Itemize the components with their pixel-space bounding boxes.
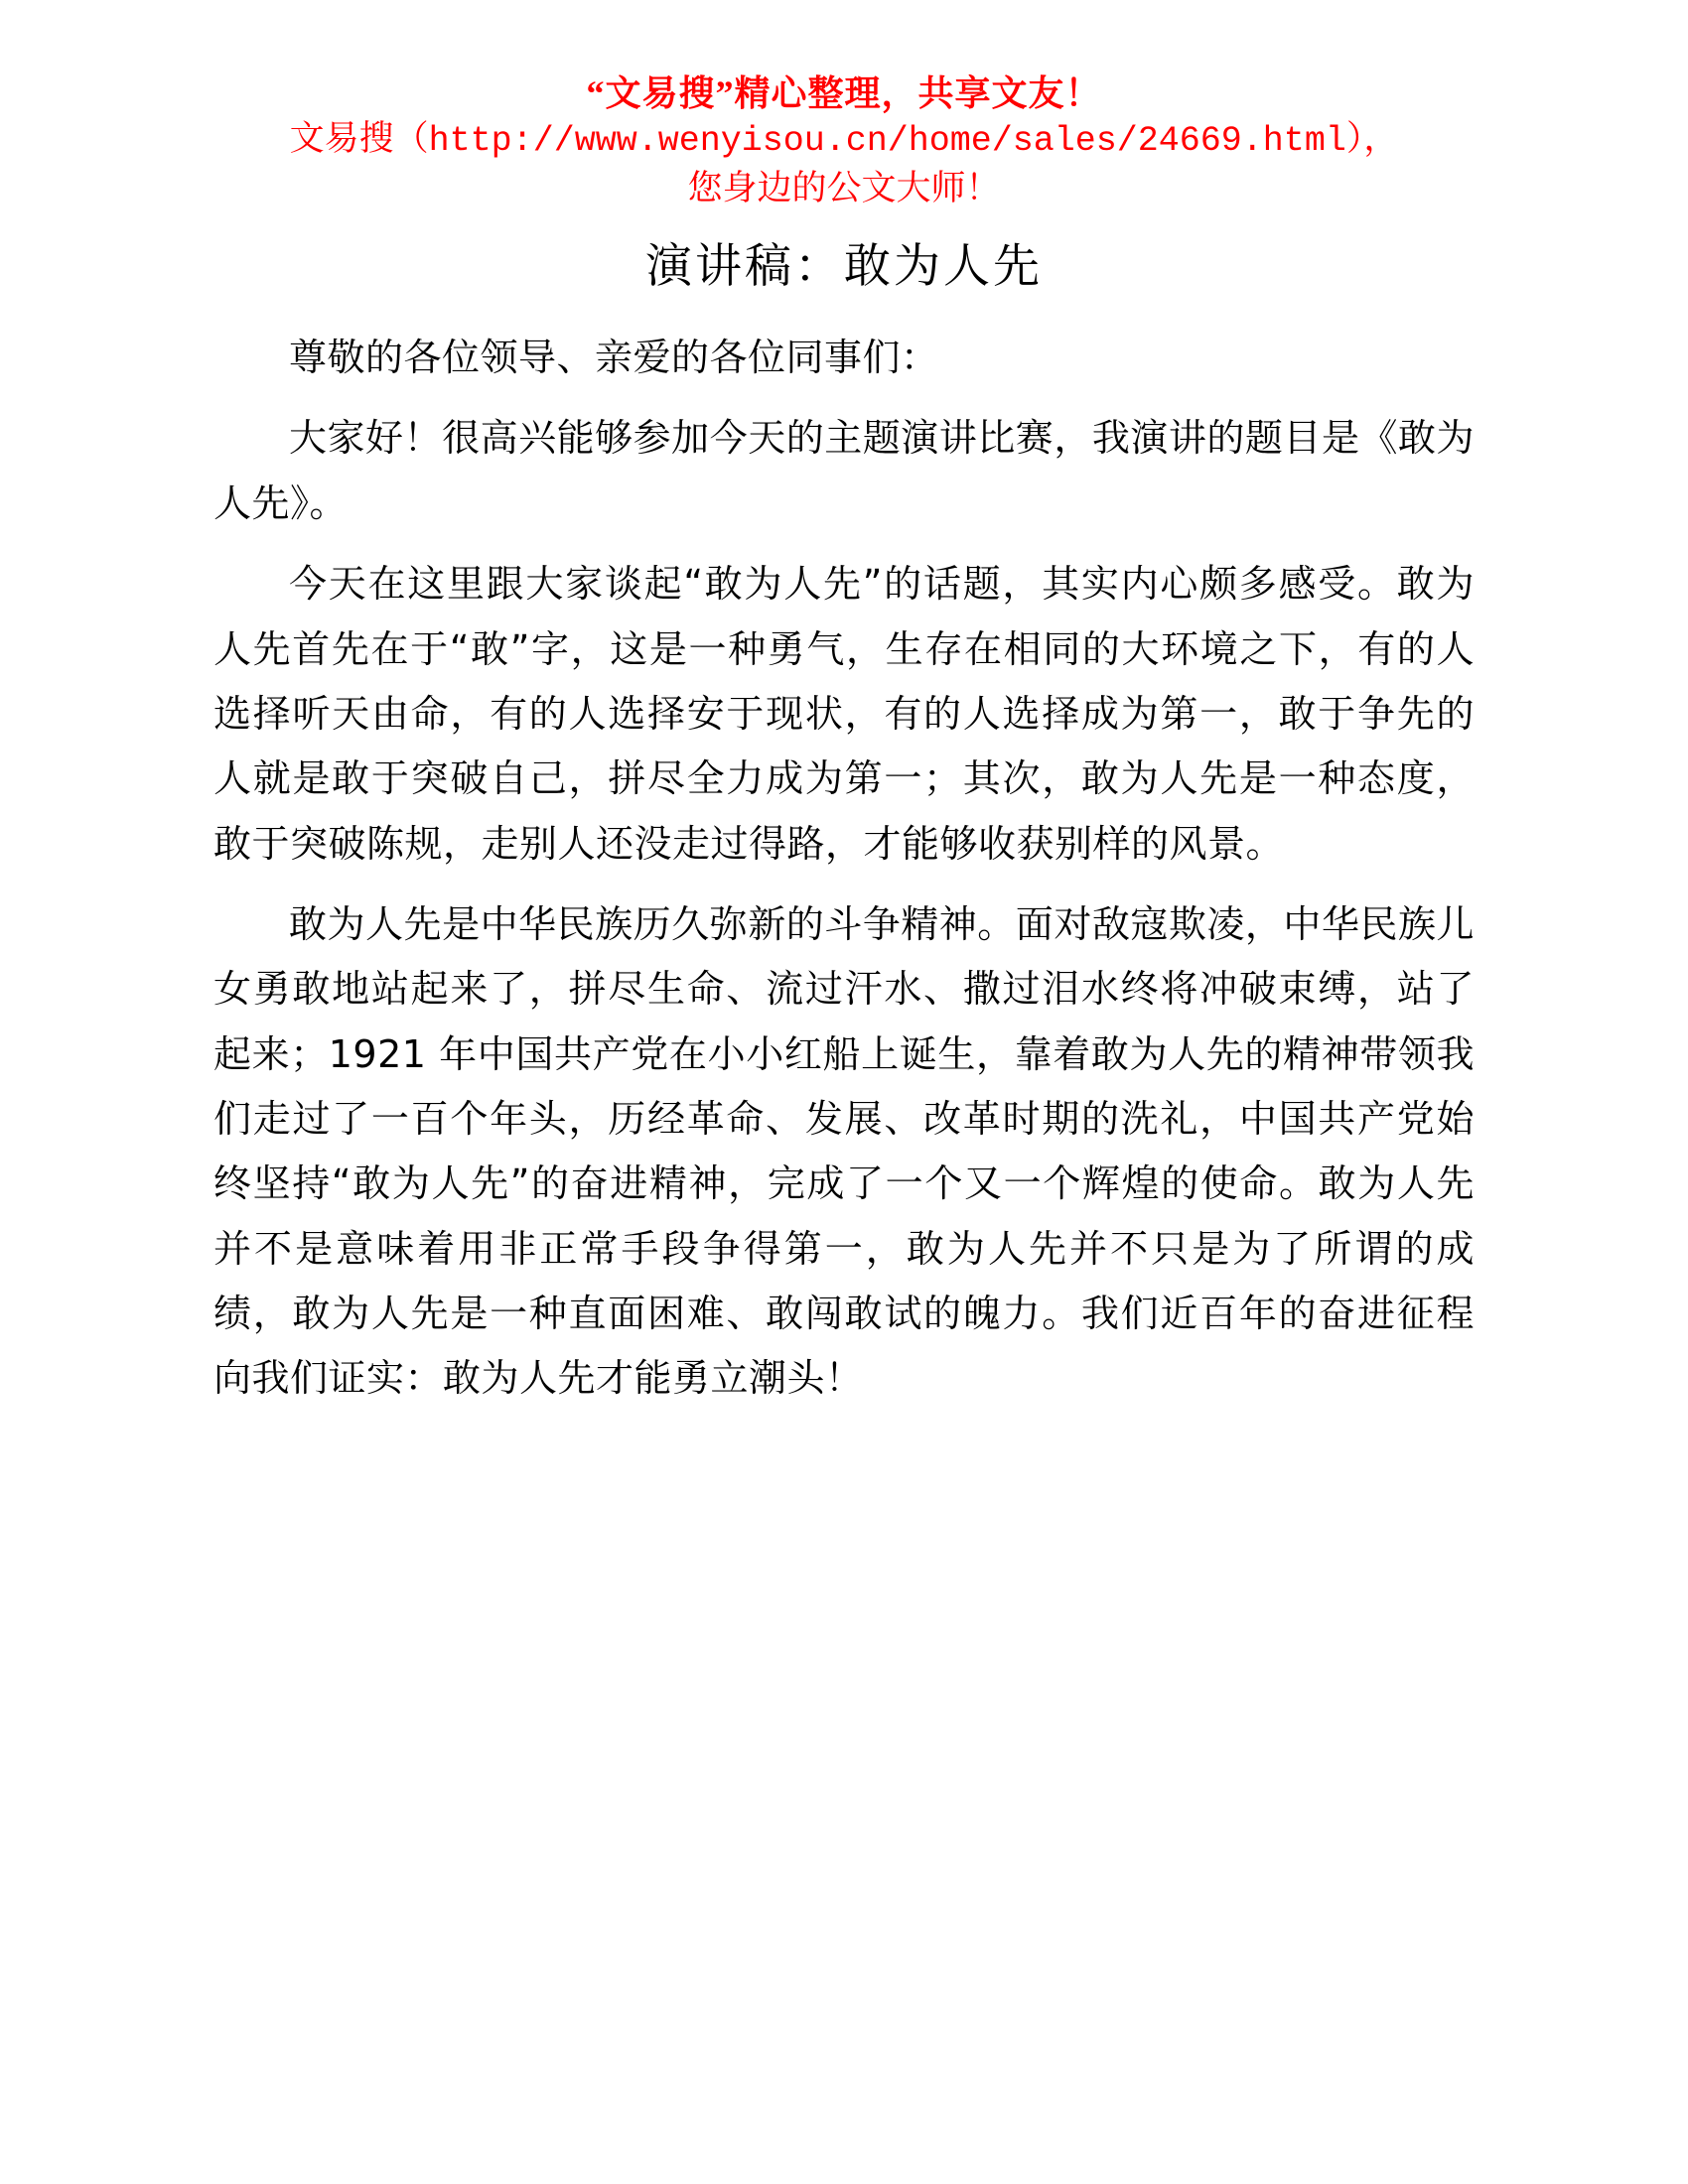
banner-url[interactable]: 文易搜（http://www.wenyisou.cn/home/sales/24669.html）， [289, 120, 1399, 161]
promo-banner [213, 69, 1475, 211]
page-title: 演讲稿：敢为人先 [645, 239, 1043, 295]
paragraph-intro: 大家好！很高兴能够参加今天的主题演讲比赛，我演讲的题目是《敢为人先》。 [213, 416, 1475, 525]
banner-tagline: 您身边的公文大师！ [687, 168, 1001, 207]
paragraph-body-2: 敢为人先是中华民族历久弥新的斗争精神。面对敌寇欺凌，中华民族儿女勇敢地站起来了，拼尽生命、流过汗水、撒过泪水终将冲破束缚，站了起来；1921 年中国共产党在小小红船上诞生，靠着敢为人先的精神带领我们走过了一百个年头，历经革命、发展、改革时期的洗礼，中国共产党始终坚持“敢为人先”的奋进精神，完成了一个又一个辉煌的使命。敢为人先并不是意味着用非正常手段争得第一，敢为人先并不只是为了所谓的成绩，敢为人先是一种直面困难、敢闯敢试的魄力。我们近百年的奋进征程向我们证实：敢为人先才能勇立潮头！ [213, 901, 1475, 1401]
paragraph-salutation: 尊敬的各位领导、亲爱的各位同事们： [289, 336, 939, 380]
paragraph-body-1: 今天在这里跟大家谈起“敢为人先”的话题，其实内心颇多感受。敢为人先首先在于“敢”字，这是一种勇气，生存在相同的大环境之下，有的人选择听天由命，有的人选择安于现状，有的人选择成为第一，敢于争先的人就是敢于突破自己，拼尽全力成为第一；其次，敢为人先是一种态度，敢于突破陈规，走别人还没走过得路，才能够收获别样的风景。 [213, 562, 1475, 866]
banner-slogan: “文易搜”精心整理，共享文友！ [586, 73, 1102, 113]
